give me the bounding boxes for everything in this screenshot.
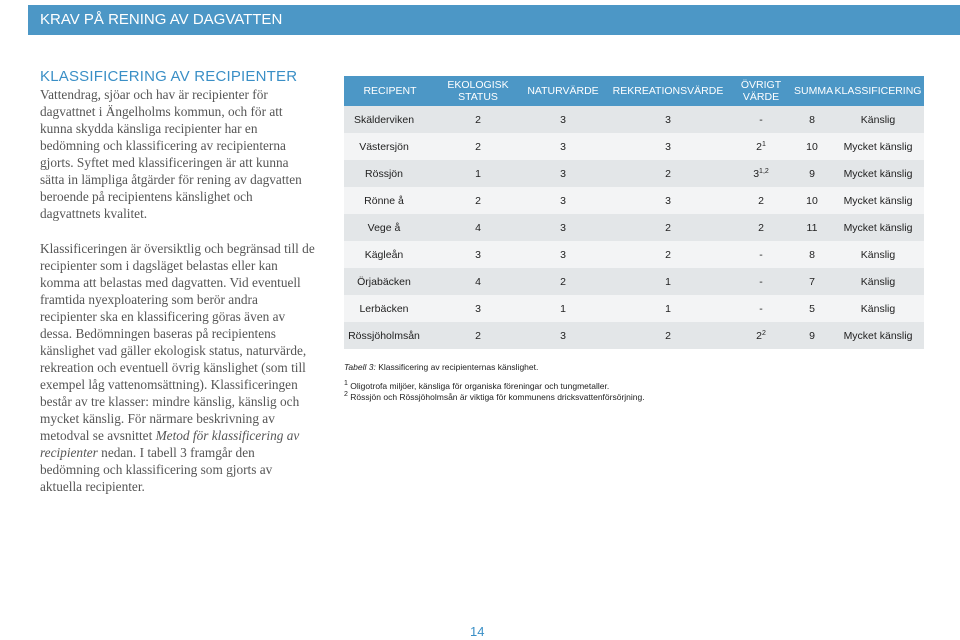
cell-summa (792, 187, 832, 214)
classification-table (344, 76, 924, 349)
cell-summa-value: 5 (809, 302, 815, 315)
header-ekologisk-status: EKOLOGISK STATUS (436, 76, 520, 106)
cell-rekreationsvarde-value: 2 (665, 329, 671, 342)
cell-klassificering (832, 295, 924, 322)
header-naturvarde: NATURVÄRDE (520, 76, 606, 106)
table-row (344, 106, 924, 133)
cell-rekreationsvarde (606, 187, 730, 214)
cell-ekologisk-status (436, 133, 520, 160)
table-row (344, 241, 924, 268)
cell-rekreationsvarde-value: 1 (665, 302, 671, 315)
cell-recipient-value: Skälderviken (353, 113, 415, 126)
cell-naturvarde-value: 3 (560, 167, 566, 180)
cell-ovrigt-varde (730, 187, 792, 214)
cell-rekreationsvarde-value: 1 (665, 275, 671, 288)
footnote-marker: 2 (761, 329, 766, 337)
table-caption (344, 362, 538, 372)
cell-klassificering (832, 322, 924, 349)
cell-summa (792, 241, 832, 268)
header-summa: SUMMA (792, 76, 832, 106)
table-row (344, 295, 924, 322)
cell-klassificering (832, 241, 924, 268)
cell-summa (792, 295, 832, 322)
cell-ovrigt-varde (730, 133, 792, 160)
cell-ovrigt-varde-value: 3 (753, 167, 760, 180)
footnote-2-number: 2 (344, 391, 348, 398)
cell-recipient (344, 295, 436, 322)
cell-ovrigt-varde-value: 2 (758, 221, 764, 234)
cell-rekreationsvarde-value: 3 (665, 113, 671, 126)
footnotes (344, 381, 645, 403)
cell-rekreationsvarde (606, 241, 730, 268)
cell-naturvarde-value: 1 (560, 302, 566, 315)
header-recipent: RECIPENT (344, 76, 436, 106)
cell-ekologisk-status (436, 295, 520, 322)
cell-ovrigt-varde-value: - (759, 302, 763, 315)
cell-klassificering (832, 106, 924, 133)
cell-ekologisk-status (436, 160, 520, 187)
paragraph-2-part-b: nedan. I tabell 3 framgår den bedömning och klassificering som gjorts av aktuella recipienter. (40, 445, 273, 494)
cell-summa-value: 7 (809, 275, 815, 288)
cell-naturvarde (520, 214, 606, 241)
cell-ovrigt-varde-value: - (759, 113, 763, 126)
header-title: KRAV PÅ RENING AV DAGVATTEN (40, 11, 283, 28)
paragraph-1: Vattendrag, sjöar och hav är recipienter för dagvattnet i Ängelholms kommun, och för att kunna skydda känsliga recipienter har en bedömning och klassificering av recipienterna gjorts. Syftet med klassificeringen är att kunna sätta in lämpliga åtgärder för rening av dagvatten beroende på recipientens känslighet och dagvattnets kvalitet. (40, 87, 302, 221)
cell-recipient (344, 187, 436, 214)
cell-ekologisk-status-value: 3 (475, 302, 481, 315)
cell-summa (792, 322, 832, 349)
cell-naturvarde (520, 106, 606, 133)
cell-ekologisk-status (436, 106, 520, 133)
cell-klassificering-value: Känslig (860, 275, 896, 288)
cell-rekreationsvarde (606, 295, 730, 322)
cell-ovrigt-varde-value: 2 (756, 140, 762, 153)
cell-naturvarde-value: 3 (560, 194, 566, 207)
cell-klassificering-value: Mycket känslig (843, 167, 913, 180)
cell-naturvarde (520, 268, 606, 295)
cell-recipient-value: Rönne å (364, 194, 404, 207)
cell-recipient (344, 106, 436, 133)
cell-recipient (344, 322, 436, 349)
cell-ekologisk-status (436, 268, 520, 295)
text-column (40, 68, 316, 495)
footnote-1-number: 1 (344, 380, 348, 387)
cell-rekreationsvarde (606, 214, 730, 241)
cell-naturvarde (520, 322, 606, 349)
cell-ekologisk-status-value: 1 (475, 167, 481, 180)
caption-text: Klassificering av recipienternas känslighet. (375, 362, 539, 372)
cell-ovrigt-varde (730, 268, 792, 295)
cell-rekreationsvarde (606, 160, 730, 187)
cell-ekologisk-status-value: 2 (475, 113, 481, 126)
cell-recipient (344, 268, 436, 295)
cell-rekreationsvarde (606, 268, 730, 295)
cell-recipient-value: Kägleån (364, 248, 404, 261)
cell-ovrigt-varde-value: - (759, 275, 763, 288)
page-header (28, 5, 960, 35)
cell-recipient-value: Lerbäcken (359, 302, 409, 315)
cell-naturvarde (520, 133, 606, 160)
footnote-marker: 1 (761, 140, 766, 148)
cell-rekreationsvarde-value: 2 (665, 221, 671, 234)
cell-klassificering (832, 187, 924, 214)
cell-naturvarde-value: 3 (560, 329, 566, 342)
cell-recipient (344, 160, 436, 187)
cell-summa-value: 9 (809, 329, 815, 342)
cell-summa-value: 10 (806, 194, 818, 207)
cell-ovrigt-varde (730, 214, 792, 241)
cell-rekreationsvarde (606, 106, 730, 133)
cell-recipient-value: Rössjöholmsån (348, 329, 420, 342)
paragraph-2 (40, 240, 316, 495)
header-ovrigt-varde: ÖVRIGT VÄRDE (730, 76, 792, 106)
cell-rekreationsvarde (606, 322, 730, 349)
section-title: KLASSIFICERING AV RECIPIENTER (40, 68, 298, 85)
cell-naturvarde-value: 3 (560, 140, 566, 153)
table-row (344, 268, 924, 295)
cell-klassificering-value: Mycket känslig (843, 221, 913, 234)
cell-ovrigt-varde (730, 322, 792, 349)
cell-klassificering (832, 268, 924, 295)
paragraph-2-reference: Metod för klassificering av recipienter (40, 428, 300, 460)
table-row (344, 187, 924, 214)
table-row (344, 133, 924, 160)
cell-recipient-value: Vege å (367, 221, 401, 234)
footnote-1-text: Oligotrofa miljöer, känsliga för organiska föreningar och tungmetaller. (350, 381, 610, 391)
cell-klassificering-value: Mycket känslig (843, 140, 913, 153)
cell-naturvarde (520, 187, 606, 214)
cell-summa (792, 268, 832, 295)
caption-label: Tabell 3: (344, 362, 376, 372)
cell-ovrigt-varde (730, 160, 792, 187)
cell-klassificering-value: Känslig (860, 248, 896, 261)
cell-naturvarde-value: 3 (560, 113, 566, 126)
cell-recipient-value: Västersjön (359, 140, 409, 153)
cell-ekologisk-status (436, 187, 520, 214)
cell-ovrigt-varde (730, 295, 792, 322)
cell-klassificering-value: Mycket känslig (843, 329, 913, 342)
cell-ekologisk-status (436, 322, 520, 349)
cell-ovrigt-varde (730, 106, 792, 133)
cell-summa (792, 214, 832, 241)
cell-ekologisk-status (436, 214, 520, 241)
cell-summa (792, 133, 832, 160)
cell-summa-value: 11 (806, 221, 818, 234)
cell-klassificering (832, 133, 924, 160)
cell-ekologisk-status-value: 2 (475, 329, 481, 342)
cell-ekologisk-status-value: 4 (475, 275, 481, 288)
footnote-marker: 1,2 (759, 167, 769, 175)
table-body (344, 106, 924, 349)
cell-naturvarde-value: 3 (560, 221, 566, 234)
cell-klassificering-value: Känslig (860, 302, 896, 315)
cell-recipient-value: Rössjön (365, 167, 403, 180)
cell-ovrigt-varde-value: 2 (758, 194, 764, 207)
classification-table-wrapper (344, 76, 924, 349)
cell-ovrigt-varde-value: - (759, 248, 763, 261)
cell-naturvarde (520, 160, 606, 187)
table-row (344, 322, 924, 349)
cell-summa-value: 10 (806, 140, 818, 153)
cell-recipient (344, 241, 436, 268)
cell-naturvarde-value: 3 (560, 248, 566, 261)
cell-summa-value: 8 (809, 248, 815, 261)
cell-ekologisk-status-value: 2 (475, 194, 481, 207)
footnote-2 (344, 392, 645, 403)
cell-summa (792, 160, 832, 187)
cell-summa (792, 106, 832, 133)
cell-recipient-value: Örjabäcken (357, 275, 411, 288)
cell-ovrigt-varde-value: 2 (756, 329, 762, 342)
page-number: 14 (470, 624, 485, 639)
table-header-row (344, 76, 924, 106)
cell-rekreationsvarde-value: 2 (665, 167, 671, 180)
cell-ekologisk-status-value: 3 (475, 248, 481, 261)
cell-ekologisk-status-value: 2 (475, 140, 481, 153)
table-row (344, 160, 924, 187)
cell-rekreationsvarde (606, 133, 730, 160)
cell-ekologisk-status-value: 4 (475, 221, 481, 234)
cell-klassificering-value: Mycket känslig (843, 194, 913, 207)
cell-naturvarde (520, 241, 606, 268)
cell-naturvarde-value: 2 (560, 275, 566, 288)
cell-recipient (344, 214, 436, 241)
header-rekreationsvarde: REKREATIONSVÄRDE (606, 76, 730, 106)
cell-rekreationsvarde-value: 3 (665, 194, 671, 207)
table-row (344, 214, 924, 241)
cell-recipient (344, 133, 436, 160)
paragraph-2-part-a: Klassificeringen är översiktlig och begränsad till de recipienter som i dagsläget belastas eller kan komma att belastas med dagvatten. Vid eventuell framtida nyexploatering som berör andra recipienter ska en klassificering göras även av dessa. Bedömningen baseras på recipientens känslighet vad gäller ekologisk status, naturvärde, rekreation och eventuell övrig känslighet (som till exempel låg vattenomsättning). Klassificeringen består av tre klasser: mindre känslig, känslig och mycket känslig. För närmare beskrivning av metodval se avsnittet (40, 241, 315, 443)
cell-klassificering-value: Känslig (860, 113, 896, 126)
cell-summa-value: 8 (809, 113, 815, 126)
cell-klassificering (832, 160, 924, 187)
footnote-2-text: Rössjön och Rössjöholmsån är viktiga för kommunens dricksvattenförsörjning. (350, 392, 645, 402)
cell-ovrigt-varde (730, 241, 792, 268)
cell-ekologisk-status (436, 241, 520, 268)
cell-rekreationsvarde-value: 3 (665, 140, 671, 153)
cell-summa-value: 9 (809, 167, 815, 180)
footnote-1 (344, 381, 645, 392)
cell-naturvarde (520, 295, 606, 322)
cell-rekreationsvarde-value: 2 (665, 248, 671, 261)
header-klassificering: KLASSIFICERING (832, 76, 924, 106)
cell-klassificering (832, 214, 924, 241)
